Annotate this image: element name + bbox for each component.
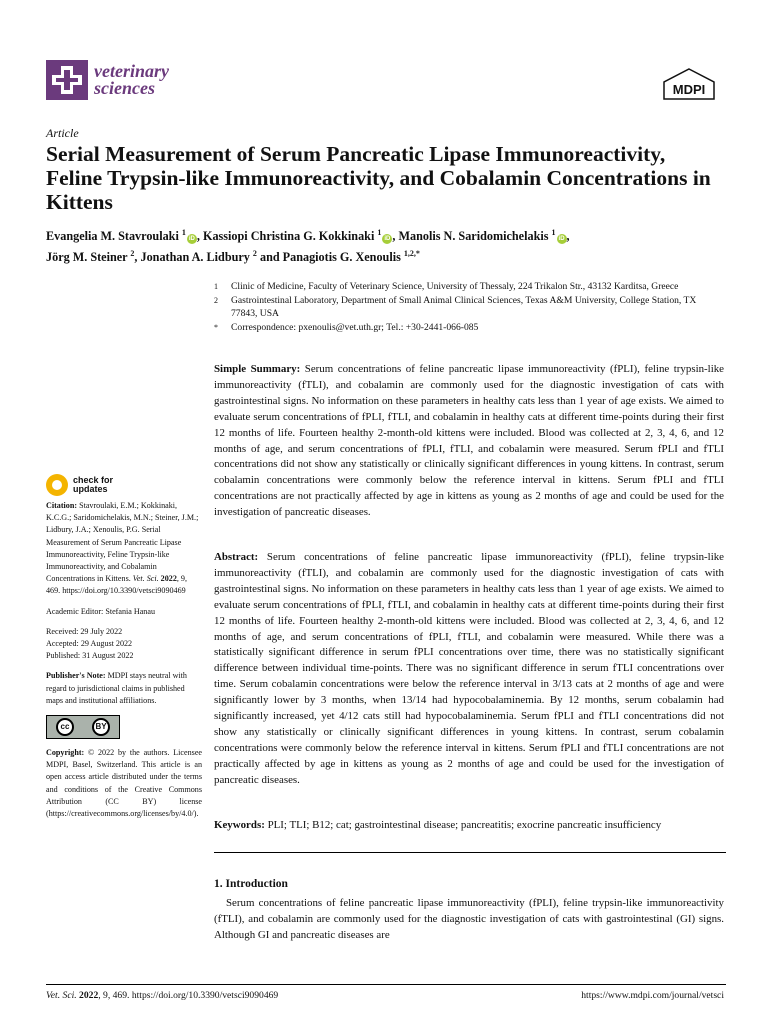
author-affiliation-mark: 1 <box>181 228 186 237</box>
author-name[interactable]: Evangelia M. Stavroulaki <box>46 229 179 244</box>
introduction-text: Serum concentrations of feline pancreatic lipase immunoreactivity (fPLI), feline trypsin-like immunoreactivity (fTLI), and cobalamin are commonly used for the diagnostic investigation of cats with gastrointestinal (GI) signs. Although GI and pancreatic diseases are <box>214 897 724 941</box>
mdpi-logo-icon <box>662 68 716 100</box>
author-list: Evangelia M. Stavroulaki $^1$iD , Kassiopi Christina G. Kokkinaki $^1$iD , Manolis N. Saridomichelakis $^1$iD , Jörg M. Steiner $^2$, Jonathan A. Lidbury $^2$ and Panagiotis G. Xenoulis $^{1,2,*}$ <box>46 228 570 265</box>
published-date: Published: 31 August 2022 <box>46 651 134 661</box>
copyright: Copyright: © 2022 by the authors. Licensee MDPI, Basel, Switzerland. This article is an open access article distributed under the terms and conditions of the Creative Commons Attribution (CC BY) license (https://creativecommons.org/licenses/by/4.0/). <box>46 748 202 819</box>
publisher-logo[interactable] <box>662 68 716 100</box>
correspondence: * Correspondence: pxenoulis@vet.uth.gr; Tel.: +30-2441-066-085 <box>214 322 479 333</box>
cc-icon: cc <box>56 718 74 736</box>
author-affiliation-mark: 1,2,* <box>403 249 420 259</box>
article-type: Article <box>46 126 79 140</box>
author-affiliation-mark: 1 <box>377 228 382 237</box>
journal-name-line2: sciences <box>94 78 155 98</box>
orcid-icon[interactable]: iD <box>558 236 565 243</box>
affiliation-item: 1 Clinic of Medicine, Faculty of Veterinary Science, University of Thessaly, 224 Trikalon Str., 43132 Karditsa, Greece <box>214 281 679 292</box>
author-name[interactable]: Panagiotis G. Xenoulis <box>282 250 401 265</box>
by-icon: BY <box>92 718 110 736</box>
author-name[interactable]: Manolis N. Saridomichelakis <box>398 229 549 244</box>
article-title: Serial Measurement of Serum Pancreatic Lipase Immunoreactivity, Feline Trypsin-like Immunoreactivity, and Cobalamin Concentrations in Kittens <box>46 142 711 214</box>
journal-logo[interactable] <box>46 60 169 100</box>
introduction-heading: 1. Introduction <box>214 878 288 890</box>
affiliation-item: 2 Gastrointestinal Laboratory, Department of Small Animal Clinical Sciences, Texas A&M University, College Station, TX 77843, USA <box>214 295 697 319</box>
author-affiliation-mark: 1 <box>551 228 556 237</box>
abstract: Abstract: Serum concentrations of feline pancreatic lipase immunoreactivity (fPLI), feline trypsin-like immunoreactivity (fTLI), and cobalamin are commonly used for the diagnostic investigation of cats with gastrointestinal signs. No information on these parameters in healthy cats less than 1 year of age exists. We aimed to evaluate serum concentrations of fPLI, fTLI, and cobalamin in healthy cats at different time-points during their first 12 months of life. Fourteen healthy 2-month-old kittens were included. Blood was collected at 2, 3, 4, 6, and 12 months of age, and serum concentrations of fPLI, fTLI, and cobalamin were measured. While there was a statistically significant difference in serum fPLI concentrations over time, there was no statistically significant difference between individual time-points. There was no significant difference in serum fTLI concentrations over time. Serum cobalamin concentrations were below the reference interval in 3/13 cats at 2 months of age and were significantly lower by 3 months, when 13/14 had hypocobalaminemia. By 12 months, serum cobalamin had significantly increased, yet 4/12 cats still had hypocobalaminemia. Serum fPLI and fTLI concentrations did not show any statistically or clinically significant differences in young kittens. In contrast, serum cobalamin concentrations were commonly below the reference interval in kittens. Serum fPLI and fTLI concentrations are not practically affected by age in kittens as young as 2 months of age and could be used for the investigation of pancreatic diseases. <box>214 551 724 786</box>
footer-journal-url[interactable]: https://www.mdpi.com/journal/vetsci <box>581 990 724 1001</box>
author-name[interactable]: Jörg M. Steiner <box>46 250 128 265</box>
accepted-date: Accepted: 29 August 2022 <box>46 639 133 649</box>
check-for-updates-button[interactable]: check for updates <box>46 474 202 496</box>
section-divider <box>214 852 726 853</box>
journal-name-line1: veterinary <box>94 61 169 81</box>
author-name[interactable]: Jonathan A. Lidbury <box>140 250 250 265</box>
citation-block: Citation: Stavroulaki, E.M.; Kokkinaki, K.C.G.; Saridomichelakis, M.N.; Steiner, J.M.; Lidbury, J.A.; Xenoulis, P.G. Serial Measurement of Serum Pancreatic Lipase Immunoreactivity, Feline Trypsin-like Immunoreactivity, and Cobalamin Concentrations in Kittens. Vet. Sci. 2022, 9, 469. https://doi.org/10.3390/vetsci9090469 <box>46 501 199 596</box>
publisher-name: MDPI <box>672 82 706 97</box>
affiliations <box>214 280 724 335</box>
cc-by-license-badge[interactable] <box>46 715 120 739</box>
dates <box>46 626 202 663</box>
orcid-icon[interactable]: iD <box>384 236 391 243</box>
footer-citation: Vet. Sci. 2022, 9, 469. https://doi.org/10.3390/vetsci9090469 <box>46 990 279 1001</box>
author-affiliation-mark: 2 <box>252 249 257 259</box>
check-updates-icon <box>46 474 68 496</box>
orcid-icon[interactable]: iD <box>188 236 195 243</box>
publisher-note: Publisher's Note: MDPI stays neutral with regard to jurisdictional claims in published maps and institutional affiliations. <box>46 671 187 705</box>
sidebar <box>46 474 202 828</box>
received-date: Received: 29 July 2022 <box>46 626 123 636</box>
academic-editor: Academic Editor: Stefania Hanau <box>46 606 155 616</box>
keywords: Keywords: PLI; TLI; B12; cat; gastrointestinal disease; pancreatitis; exocrine pancreatic insufficiency <box>214 819 662 831</box>
journal-name <box>94 63 169 97</box>
footer-divider <box>46 984 726 985</box>
author-affiliation-mark: 2 <box>130 249 135 259</box>
veterinary-cross-icon <box>46 60 88 100</box>
simple-summary: Simple Summary: Serum concentrations of feline pancreatic lipase immunoreactivity (fPLI), feline trypsin-like immunoreactivity (fTLI), and cobalamin are commonly used for the diagnostic investigation of cats with gastrointestinal signs. No information on these parameters in healthy cats less than 1 year of age exists. We aimed to evaluate serum concentrations of fPLI, fTLI, and cobalamin in healthy cats at different time-points during their first 12 months of life. Fourteen healthy 2-month-old kittens were included. Blood was collected at 2, 3, 4, 6, and 12 months of age, and serum concentrations of fPLI, fTLI, and cobalamin were measured. Serum fPLI and fTLI concentrations did not show any statistically or clinically significant differences in young kittens. In contrast, serum cobalamin concentrations were commonly below the reference interval in kittens. Serum fPLI and fTLI concentrations are not practically affected by age in kittens as young as 2 months of age and could be used for the investigation of pancreatic diseases. <box>214 363 724 519</box>
author-name[interactable]: Kassiopi Christina G. Kokkinaki <box>202 229 375 244</box>
